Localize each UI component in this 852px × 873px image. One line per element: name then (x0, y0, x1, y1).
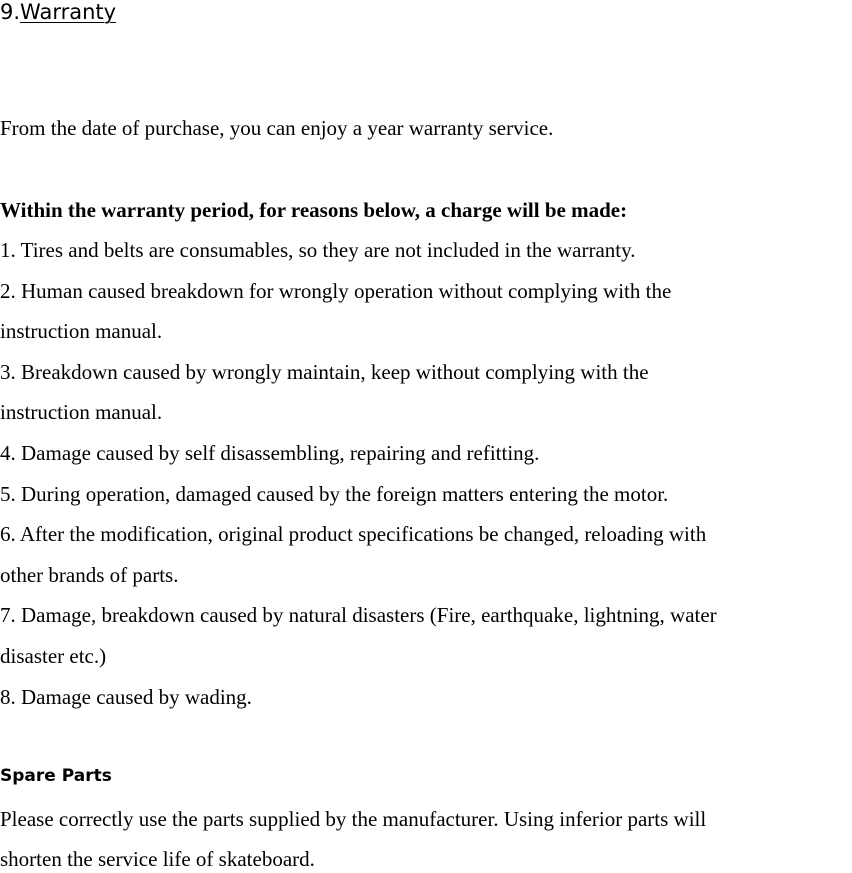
list-item: 1. Tires and belts are consumables, so they are not included in the warranty. (0, 238, 636, 262)
list-item: 4. Damage caused by self disassembling, repairing and refitting. (0, 441, 540, 465)
warranty-intro: From the date of purchase, you can enjoy a year warranty service. (0, 116, 554, 140)
spare-parts-text: Please correctly use the parts supplied by the manufacturer. Using inferior parts will (0, 807, 707, 831)
list-item-continued: instruction manual. (0, 319, 163, 343)
list-item: 3. Breakdown caused by wrongly maintain, keep without complying with the (0, 360, 649, 384)
section-heading (0, 0, 116, 26)
list-item: 8. Damage caused by wading. (0, 685, 252, 709)
list-item-continued: disaster etc.) (0, 644, 107, 668)
section-number: 9. (0, 0, 21, 24)
spare-parts-text: shorten the service life of skateboard. (0, 847, 315, 871)
list-item-continued: other brands of parts. (0, 563, 179, 587)
charges-heading: Within the warranty period, for reasons below, a charge will be made: (0, 198, 628, 222)
list-item: 5. During operation, damaged caused by the foreign matters entering the motor. (0, 482, 669, 506)
list-item: 2. Human caused breakdown for wrongly operation without complying with the (0, 279, 672, 303)
section-title: Warranty (20, 0, 117, 24)
list-item: 7. Damage, breakdown caused by natural disasters (Fire, earthquake, lightning, water (0, 603, 717, 627)
spare-parts-heading: Spare Parts (0, 766, 112, 786)
list-item: 6. After the modification, original product specifications be changed, reloading with (0, 522, 707, 546)
list-item-continued: instruction manual. (0, 400, 163, 424)
